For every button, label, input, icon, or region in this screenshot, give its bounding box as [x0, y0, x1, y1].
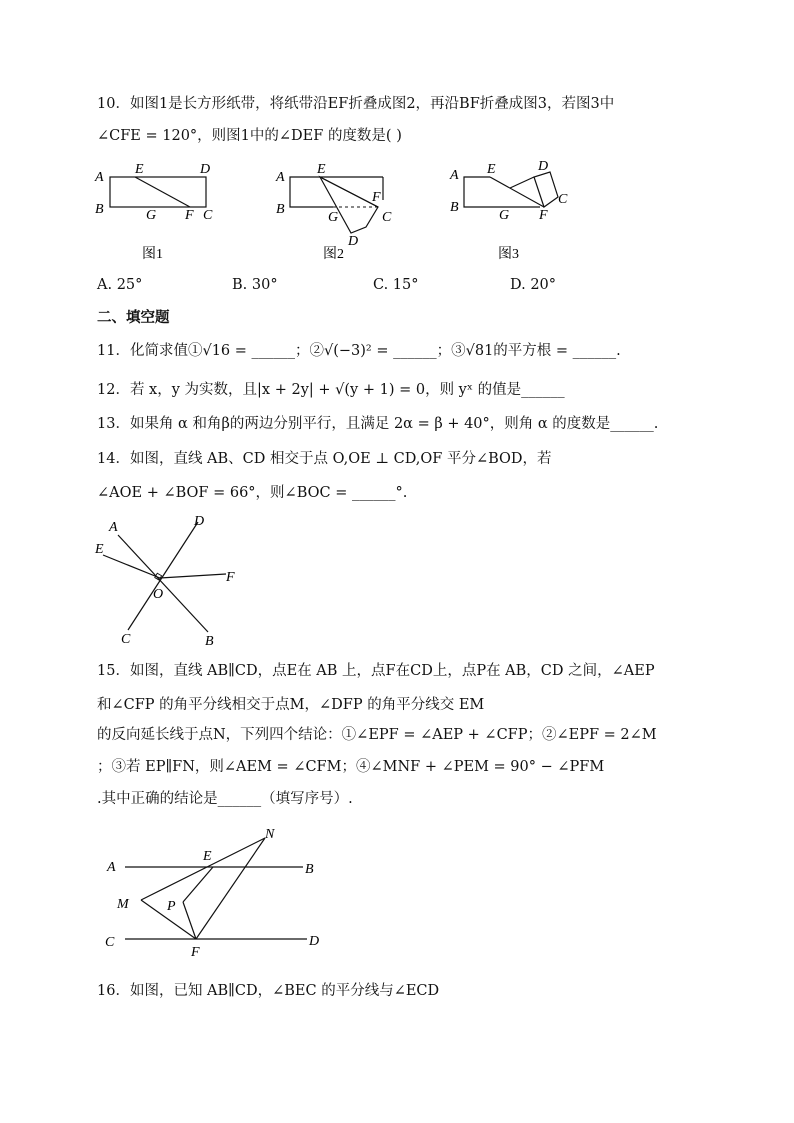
q14-label-e: E — [95, 542, 104, 557]
fig1-label-c: C — [203, 208, 213, 223]
q15-label-p: P — [167, 899, 176, 914]
fig1-caption: 图1 — [142, 247, 163, 262]
fig3-label-d: D — [538, 159, 549, 174]
q14-label-f: F — [226, 570, 235, 585]
fig2-caption: 图2 — [323, 247, 344, 262]
q15-label-d: D — [309, 934, 320, 949]
q15-figure — [95, 822, 345, 957]
fig3-label-b: B — [450, 200, 459, 215]
q12-text: 12．若 x，y 为实数，且|x + 2y| + √(y + 1) = 0，则 yˣ 的值是______ — [97, 382, 565, 398]
q10-option-a: A. 25° — [97, 277, 143, 293]
fig2-label-b: B — [276, 202, 285, 217]
q10-figure-1 — [90, 155, 230, 265]
q10-option-c: C. 15° — [373, 277, 419, 293]
fig2-label-g: G — [328, 210, 339, 225]
q10-figure-2 — [268, 155, 418, 265]
q15-label-e: E — [203, 849, 212, 864]
fig2-label-c: C — [382, 210, 392, 225]
fig2-label-f: F — [372, 190, 381, 205]
fig3-label-c: C — [558, 192, 568, 207]
q10-line2: ∠CFE = 120°，则图1中的∠DEF 的度数是( ) — [97, 128, 402, 144]
q15-label-m: M — [117, 897, 129, 912]
q14-label-d: D — [194, 514, 205, 529]
q14-figure — [90, 510, 250, 650]
q15-label-n: N — [265, 827, 275, 842]
fig1-label-f: F — [185, 208, 194, 223]
fig3-label-f: F — [539, 208, 548, 223]
q14-line1: 14．如图，直线 AB、CD 相交于点 O,OE ⊥ CD,OF 平分∠BOD，若 — [97, 451, 552, 467]
q15-label-c: C — [105, 935, 115, 950]
fig1-label-d: D — [200, 162, 211, 177]
fig1-label-g: G — [146, 208, 157, 223]
fig3-label-g: G — [499, 208, 510, 223]
fig3-label-e: E — [487, 162, 496, 177]
q14-label-b: B — [205, 634, 214, 649]
section-heading: 二、填空题 — [97, 310, 170, 326]
q15-line3: 的反向延长线于点N，下列四个结论：①∠EPF = ∠AEP + ∠CFP；②∠EPF = 2∠M — [97, 727, 657, 743]
fig1-label-e: E — [135, 162, 144, 177]
q14-label-o: O — [153, 587, 164, 602]
q13-text: 13．如果角 α 和角β的两边分别平行，且满足 2α = β + 40°，则角 α 的度数是______. — [97, 416, 659, 432]
fig1-label-b: B — [95, 202, 104, 217]
q16-text: 16．如图，已知 AB∥CD，∠BEC 的平分线与∠ECD — [97, 983, 440, 999]
fig3-label-a: A — [450, 168, 459, 183]
q14-label-c: C — [121, 632, 131, 647]
q14-label-a: A — [109, 520, 118, 535]
q10-line1: 10．如图1是长方形纸带，将纸带沿EF折叠成图2，再沿BF折叠成图3，若图3中 — [97, 96, 615, 112]
q10-figure-3 — [442, 155, 582, 265]
q10-option-d: D. 20° — [510, 277, 557, 293]
fig3-caption: 图3 — [498, 247, 519, 262]
q15-line1: 15．如图，直线 AB∥CD，点E在 AB 上，点F在CD上，点P在 AB，CD 之间，∠AEP — [97, 663, 655, 679]
q15-line4: ；③若 EP∥FN，则∠AEM = ∠CFM；④∠MNF + ∠PEM = 90° − ∠PFM — [97, 759, 605, 775]
q15-line5: .其中正确的结论是______（填写序号）. — [97, 791, 353, 807]
q11-text: 11．化简求值①√16 = ______；②√(−3)² = ______；③√81的平方根 = ______. — [97, 343, 621, 359]
q15-label-f: F — [191, 945, 200, 957]
q14-line2: ∠AOE + ∠BOF = 66°，则∠BOC = ______°. — [97, 485, 408, 501]
q15-label-b: B — [305, 862, 314, 877]
fig2-label-d: D — [348, 234, 359, 249]
fig1-label-a: A — [95, 170, 104, 185]
q15-line2: 和∠CFP 的角平分线相交于点M，∠DFP 的角平分线交 EM — [97, 697, 485, 713]
fig2-label-a: A — [276, 170, 285, 185]
q15-label-a: A — [107, 860, 116, 875]
fig2-label-e: E — [317, 162, 326, 177]
q10-option-b: B. 30° — [232, 277, 278, 293]
